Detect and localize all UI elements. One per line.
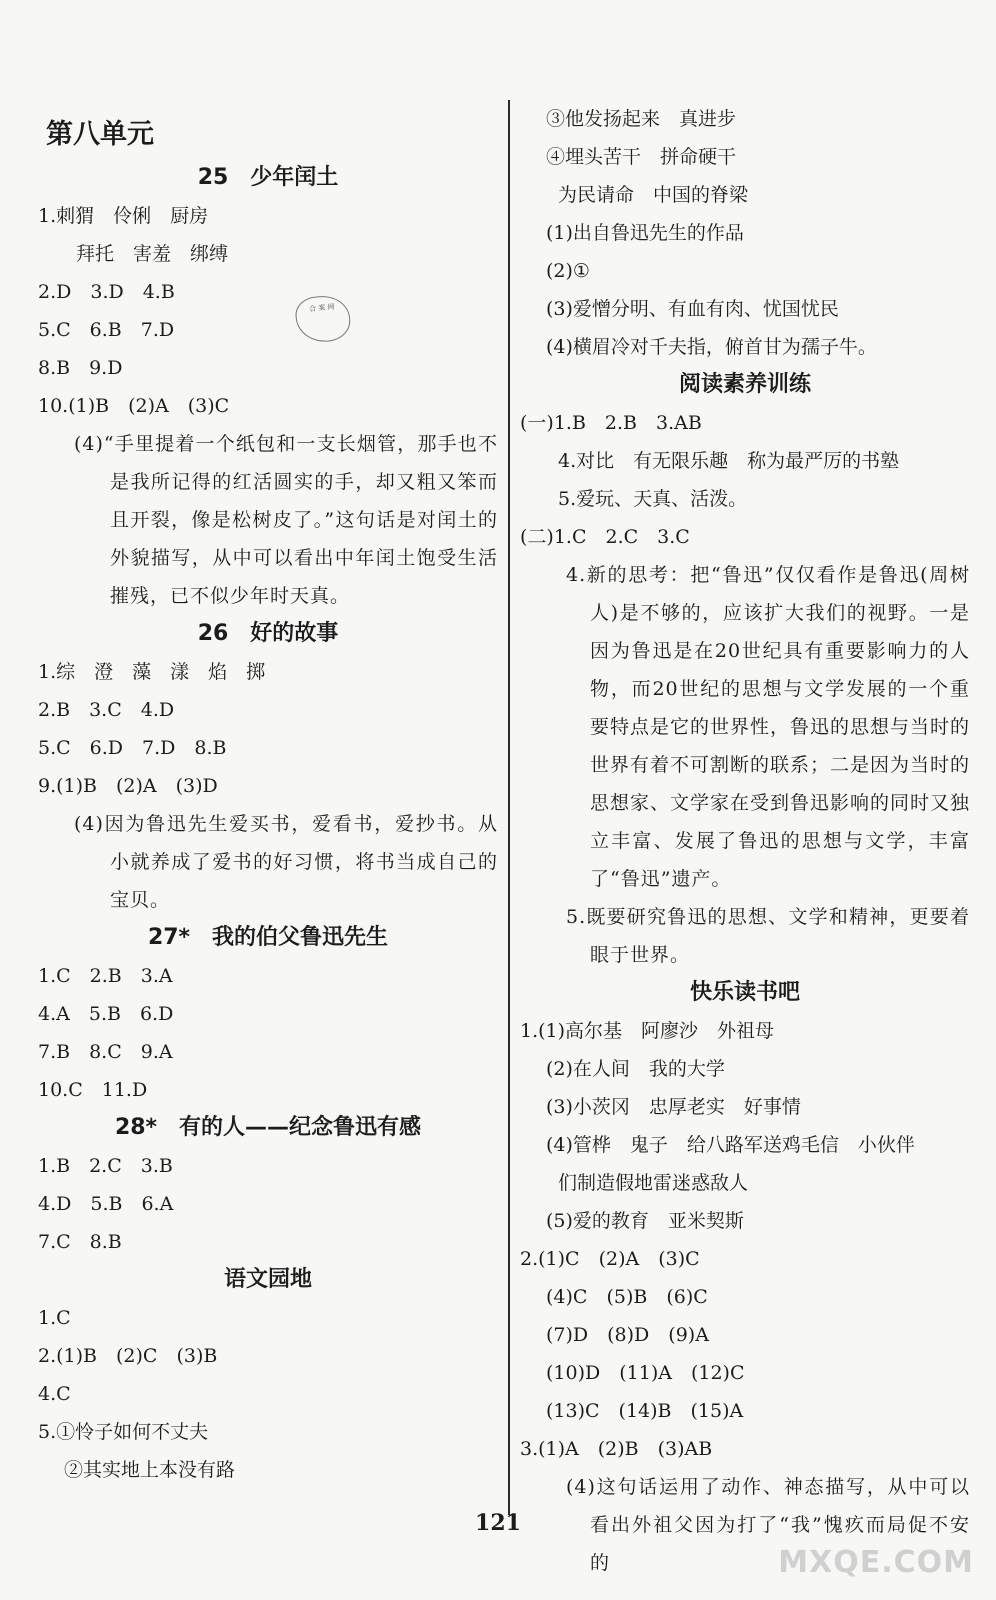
- answer-line: 1.C 2.B 3.A: [38, 965, 173, 987]
- answer-line: 5.①怜子如何不丈夫: [38, 1421, 209, 1443]
- answer-line: 7.B 8.C 9.A: [38, 1041, 173, 1063]
- answer-line: 为民请命 中国的脊梁: [558, 184, 749, 206]
- answer-line: (3)爱憎分明、有血有肉、忧国忧民: [546, 298, 839, 320]
- answer-line: (4)横眉冷对千夫指，俯首甘为孺子牛。: [546, 336, 877, 358]
- answer-line: 3.(1)A (2)B (3)AB: [520, 1438, 713, 1460]
- happy-reading-title: 快乐读书吧: [689, 980, 800, 1005]
- answer-line: (13)C (14)B (15)A: [546, 1400, 744, 1422]
- answer-line: 9.(1)B (2)A (3)D: [38, 775, 218, 797]
- answer-line: ④埋头苦干 拼命硬干: [546, 146, 737, 168]
- garden-title: 语文园地: [223, 1267, 312, 1292]
- answer-line: 5.C 6.B 7.D: [38, 319, 175, 341]
- answer-line: 7.C 8.B: [38, 1231, 122, 1253]
- left-column: [38, 100, 498, 1489]
- answer-line: (2)①: [546, 260, 590, 282]
- answer-line: (2)在人间 我的大学: [546, 1058, 725, 1080]
- answer-line: 8.B 9.D: [38, 357, 123, 379]
- answer-line: 1.C: [38, 1307, 71, 1329]
- answer-line: (10)D (11)A (12)C: [546, 1362, 745, 1384]
- answer-line: 4.对比 有无限乐趣 称为最严厉的书塾: [558, 450, 900, 472]
- right-column: [520, 100, 970, 1582]
- answer-line: (一)1.B 2.B 3.AB: [520, 412, 702, 434]
- answer-line: 1.(1)高尔基 阿廖沙 外祖母: [520, 1020, 775, 1042]
- answer-line: 2.(1)C (2)A (3)C: [520, 1248, 700, 1270]
- lesson-28-title: 28* 有的人——纪念鲁迅有感: [114, 1115, 422, 1140]
- answer-line: 2.B 3.C 4.D: [38, 699, 175, 721]
- answer-line: 10.C 11.D: [38, 1079, 148, 1101]
- answer-paragraph: 5.既要研究鲁迅的思想、文学和精神，更要着眼于世界。: [566, 906, 970, 966]
- answer-line: (5)爱的教育 亚米契斯: [546, 1210, 744, 1232]
- answer-line: 1.综 澄 藻 漾 焰 掷: [38, 661, 266, 683]
- answer-line: 1.B 2.C 3.B: [38, 1155, 173, 1177]
- answer-line: 5.C 6.D 7.D 8.B: [38, 737, 227, 759]
- reading-training-title: 阅读素养训练: [678, 372, 811, 397]
- answer-line: 2.D 3.D 4.B: [38, 281, 175, 303]
- answer-line: 10.(1)B (2)A (3)C: [38, 395, 230, 417]
- answer-line: (7)D (8)D (9)A: [546, 1324, 709, 1346]
- unit-title: 第八单元: [46, 119, 154, 150]
- answer-line: 4.C: [38, 1383, 71, 1405]
- answer-line: ②其实地上本没有路: [64, 1459, 236, 1481]
- answer-line: 2.(1)B (2)C (3)B: [38, 1345, 218, 1367]
- answer-line: 们制造假地雷迷惑敌人: [558, 1172, 749, 1194]
- answer-line: 拜托 害羞 绑缚: [76, 243, 229, 265]
- answer-line: (4)管桦 鬼子 给八路军送鸡毛信 小伙伴: [546, 1134, 915, 1156]
- answer-line: 5.爱玩、天真、活泼。: [558, 488, 748, 510]
- answer-paragraph: 4.新的思考：把“鲁迅”仅仅看作是鲁迅(周树人)是不够的，应该扩大我们的视野。一是因为鲁迅是在20世纪具有重要影响力的人物，而20世纪的思想与文学发展的一个重要特点是它的世界性，鲁迅的思想与当时的世界有着不可割断的联系；二是因为当时的思想家、文学家在受到鲁迅影响的同时又独立丰富、发展了鲁迅的思想与文学，丰富了“鲁迅”遗产。: [566, 564, 971, 890]
- answer-line: (4)C (5)B (6)C: [546, 1286, 708, 1308]
- answer-line: 1.刺猬 伶俐 厨房: [38, 205, 209, 227]
- column-divider: [508, 100, 510, 1515]
- lesson-25-title: 25 少年闰土: [197, 165, 339, 190]
- answer-line: (1)出自鲁迅先生的作品: [546, 222, 744, 244]
- answer-line: ③他发扬起来 真进步: [546, 108, 737, 130]
- answer-line: 4.A 5.B 6.D: [38, 1003, 174, 1025]
- lesson-26-title: 26 好的故事: [197, 621, 339, 646]
- watermark: MXQE.COM: [778, 1545, 974, 1580]
- answer-paragraph: (4)因为鲁迅先生爱买书，爱看书，爱抄书。从小就养成了爱书的好习惯，将书当成自己的宝贝。: [74, 813, 498, 911]
- answer-line: (二)1.C 2.C 3.C: [520, 526, 690, 548]
- page-number: 121: [475, 1510, 521, 1536]
- stamp-mark: 合 案 网: [294, 293, 353, 344]
- answer-paragraph: (4)这句话运用了动作、神态描写，从中可以看出外祖父因为打了“我”愧疚而局促不安的: [566, 1476, 970, 1574]
- lesson-27-title: 27* 我的伯父鲁迅先生: [147, 925, 389, 950]
- answer-paragraph: (4)“手里提着一个纸包和一支长烟管，那手也不是我所记得的红活圆实的手，却又粗又笨而且开裂，像是松树皮了。”这句话是对闰土的外貌描写，从中可以看出中年闰土饱受生活摧残，已不似少年时天真。: [74, 433, 498, 607]
- answer-line: 4.D 5.B 6.A: [38, 1193, 174, 1215]
- answer-line: (3)小茨冈 忠厚老实 好事情: [546, 1096, 801, 1118]
